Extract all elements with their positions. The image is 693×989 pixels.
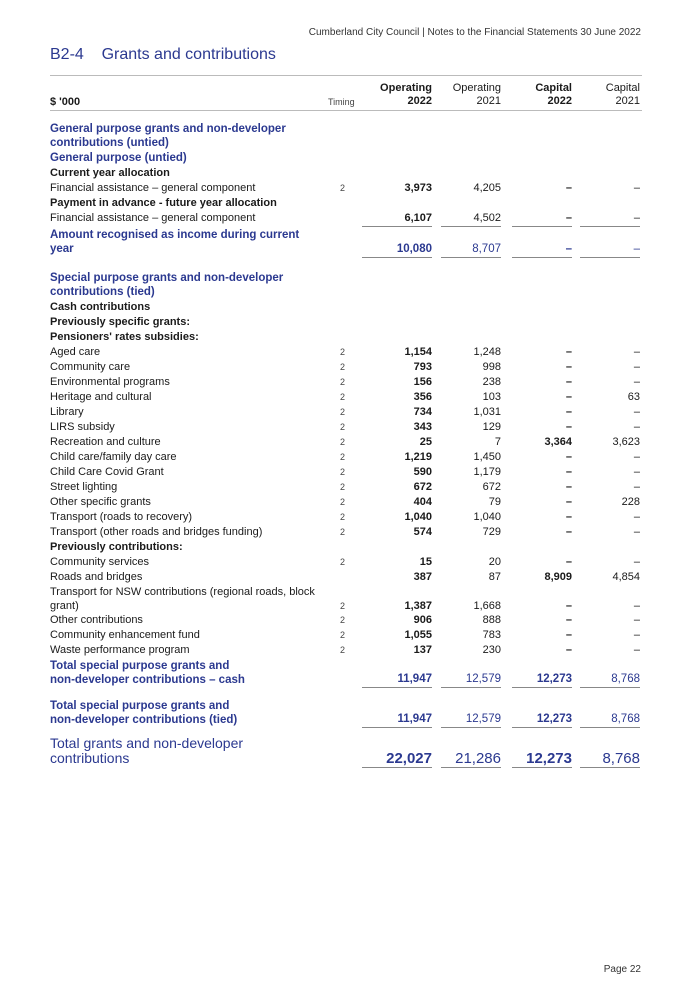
row-label: Community services [50, 556, 150, 568]
row-timing: 2 [340, 347, 346, 357]
row-timing: 2 [340, 645, 346, 655]
row-value: 87 [488, 571, 501, 583]
row-label: Transport (roads to recovery) [50, 511, 193, 523]
row-value: 129 [482, 421, 501, 433]
table-row [50, 628, 642, 643]
row-timing: 2 [340, 630, 346, 640]
row-value: 3,364 [544, 436, 572, 448]
row-value: 63 [627, 391, 640, 403]
row-value: 906 [413, 614, 432, 626]
row-label: Recreation and culture [50, 436, 161, 448]
table-row: Transport for NSW contributions (regional roads, block grant) 2 1,387 1,668 – – [50, 586, 640, 612]
row-value: 590 [413, 466, 432, 478]
row-label: Child care/family day care [50, 451, 177, 463]
row-value: 387 [413, 571, 432, 583]
row-value: 783 [482, 629, 501, 641]
header-divider [50, 75, 642, 76]
row-label: Heritage and cultural [50, 391, 152, 403]
row-timing: 2 [340, 512, 346, 522]
row-label: Aged care [50, 346, 101, 358]
row-label: LIRS subsidy [50, 421, 115, 433]
row-value: – [633, 481, 640, 493]
table-row [50, 555, 642, 570]
row-value: – [633, 466, 640, 478]
row-value: – [565, 511, 572, 523]
row-value: 404 [413, 496, 432, 508]
grand-total-row: Total grants and non-developer contributions 22,027 21,286 12,273 8,768 [50, 735, 640, 767]
table-row [50, 525, 642, 540]
row-value: 7 [494, 436, 501, 448]
row-value: – [633, 346, 640, 358]
row-label: Street lighting [50, 481, 118, 493]
row-label: Community enhancement fund [50, 629, 200, 641]
row-value: – [633, 361, 640, 373]
row-value: 103 [482, 391, 501, 403]
row-value: 230 [482, 644, 501, 656]
row-value: – [633, 556, 640, 568]
row-label: Waste performance program [50, 644, 190, 656]
row-label: Library [50, 406, 84, 418]
row-value: 1,179 [473, 466, 501, 478]
prev-specific-heading: Previously specific grants: [50, 316, 190, 328]
row-value: – [565, 629, 572, 641]
row-value: – [633, 376, 640, 388]
page-title: B2-4 Grants and contributions [50, 46, 276, 63]
row-timing: 2 [340, 615, 346, 625]
col-op-2022: Operating 2022 [380, 82, 432, 107]
units-label: $ '000 [50, 96, 81, 108]
row-value: 4,854 [612, 571, 640, 583]
row-value: – [565, 614, 572, 626]
row-label: Child Care Covid Grant [50, 466, 164, 478]
row-value: – [565, 361, 572, 373]
table-row: Financial assistance – general component 6,107 4,502 – – [50, 211, 642, 226]
total-tied-row: Total special purpose grants and non-developer contributions (tied) 11,947 12,579 12,273 8,768 [50, 700, 640, 726]
row-value: 1,248 [473, 346, 501, 358]
table-row [50, 375, 642, 390]
row-value: 1,055 [404, 629, 432, 641]
row-value: – [565, 526, 572, 538]
col-op-2021: Operating 2021 [452, 82, 501, 107]
row-value: – [565, 556, 572, 568]
row-timing: 2 [340, 482, 346, 492]
row-value: – [565, 421, 572, 433]
row-value: – [565, 466, 572, 478]
row-value: 1,040 [473, 511, 501, 523]
row-timing: 2 [340, 362, 346, 372]
row-value: 1,154 [404, 346, 432, 358]
row-label: Environmental programs [50, 376, 170, 388]
row-value: 1,031 [473, 406, 501, 418]
row-timing: 2 [340, 452, 346, 462]
row-timing: 2 [340, 377, 346, 387]
row-label: Community care [50, 361, 131, 373]
specific-grants-list [50, 345, 642, 540]
row-timing: 2 [340, 527, 346, 537]
row-value: – [565, 496, 572, 508]
row-value: – [633, 614, 640, 626]
row-value: 1,219 [404, 451, 432, 463]
row-value: 15 [419, 556, 432, 568]
row-label: Transport (other roads and bridges funding) [50, 526, 263, 538]
row-value: 574 [413, 526, 432, 538]
row-value: 672 [482, 481, 501, 493]
row-value: – [633, 511, 640, 523]
row-value: 20 [488, 556, 501, 568]
table-row [50, 420, 642, 435]
table-row [50, 405, 642, 420]
untied-subtitle: General purpose (untied) [50, 152, 187, 164]
row-timing: 2 [340, 437, 346, 447]
column-header-row [50, 80, 642, 111]
grants-table [50, 80, 642, 770]
table-row [50, 435, 642, 450]
row-value: 228 [621, 496, 640, 508]
row-value: – [565, 346, 572, 358]
row-label: Roads and bridges [50, 571, 143, 583]
row-value: 343 [413, 421, 432, 433]
row-timing: 2 [340, 392, 346, 402]
table-row [50, 465, 642, 480]
advance-heading: Payment in advance - future year allocation [50, 197, 277, 209]
table-row [50, 480, 642, 495]
row-value: – [633, 526, 640, 538]
row-label: Other specific grants [50, 496, 151, 508]
row-value: – [565, 644, 572, 656]
row-value: – [565, 481, 572, 493]
row-value: – [633, 629, 640, 641]
row-value: 356 [413, 391, 432, 403]
other-contributions-list [50, 613, 642, 658]
table-row [50, 570, 642, 585]
table-row [50, 450, 642, 465]
row-value: 734 [413, 406, 432, 418]
untied-section-title: General purpose grants and non-developer contributions (untied) [50, 123, 286, 149]
table-row [50, 510, 642, 525]
row-value: 1,040 [404, 511, 432, 523]
row-value: – [633, 451, 640, 463]
row-value: 1,450 [473, 451, 501, 463]
row-value: – [633, 644, 640, 656]
table-row [50, 643, 642, 658]
timing-header: Timing [328, 97, 355, 107]
row-value: 79 [488, 496, 501, 508]
tied-section-title: Special purpose grants and non-developer contributions (tied) [50, 272, 284, 298]
total-cash-row: Total special purpose grants and non-developer contributions – cash 11,947 12,579 12,273 8,768 [50, 660, 640, 686]
cash-heading: Cash contributions [50, 301, 151, 313]
untied-total-row: Amount recognised as income during current year 10,080 8,707 – – [50, 226, 642, 258]
row-value: – [633, 406, 640, 418]
row-value: 238 [482, 376, 501, 388]
row-value: 8,909 [544, 571, 572, 583]
table-row [50, 495, 642, 510]
prev-contrib-heading: Previously contributions: [50, 541, 183, 553]
row-value: 672 [413, 481, 432, 493]
row-value: – [633, 421, 640, 433]
row-label: Other contributions [50, 614, 143, 626]
row-value: – [565, 376, 572, 388]
col-cap-2021: Capital 2021 [605, 82, 640, 107]
current-year-heading: Current year allocation [50, 167, 170, 179]
table-row [50, 390, 642, 405]
row-value: 25 [419, 436, 432, 448]
contributions-list [50, 555, 642, 585]
pensioners-heading: Pensioners' rates subsidies: [50, 331, 199, 343]
table-row [50, 345, 642, 360]
row-value: 888 [482, 614, 501, 626]
table-row [50, 613, 642, 628]
row-timing: 2 [340, 407, 346, 417]
row-timing: 2 [340, 467, 346, 477]
row-timing: 2 [340, 497, 346, 507]
row-timing: 2 [340, 557, 346, 567]
row-value: – [565, 406, 572, 418]
row-value: 156 [413, 376, 432, 388]
col-cap-2022: Capital 2022 [535, 82, 572, 107]
table-row: Financial assistance – general component 2 3,973 4,205 – – [50, 182, 640, 194]
row-value: 137 [413, 644, 432, 656]
row-value: 998 [482, 361, 501, 373]
row-timing: 2 [340, 422, 346, 432]
row-value: – [565, 451, 572, 463]
row-value: 793 [413, 361, 432, 373]
table-row [50, 360, 642, 375]
row-value: 3,623 [612, 436, 640, 448]
page-header: Cumberland City Council | Notes to the Financial Statements 30 June 2022 [308, 27, 641, 38]
page-number: Page 22 [603, 964, 641, 975]
row-value: 729 [482, 526, 501, 538]
row-value: – [565, 391, 572, 403]
